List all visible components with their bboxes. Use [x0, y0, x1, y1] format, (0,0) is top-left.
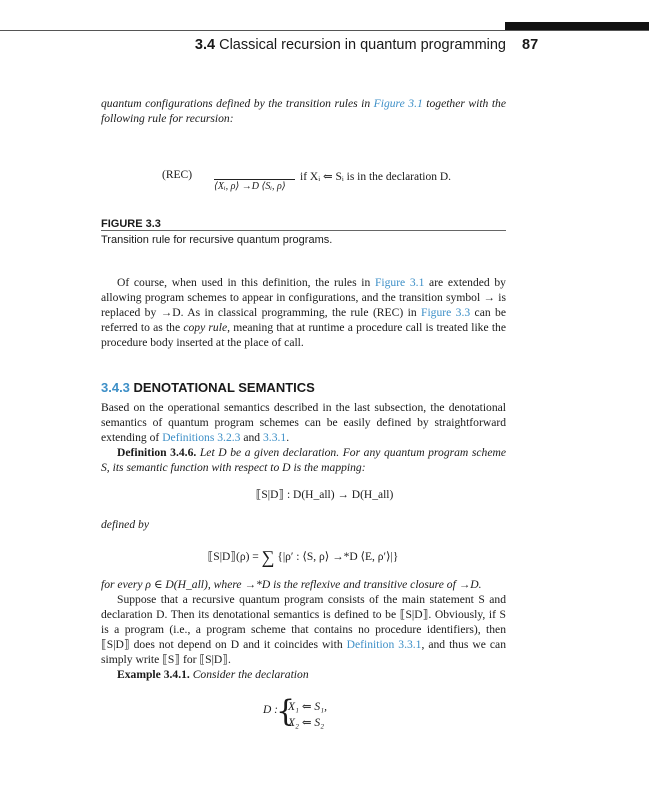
para3-text-b: , and thus we can simply write ⟦S⟧ for ⟦S|D⟧. [101, 638, 507, 666]
intro-text-b: together with the following rule for recursion: [101, 97, 507, 125]
closure-line: for every ρ ∈ D(H_all), where →*D is the reflexive and transitive closure of →D. [101, 578, 482, 591]
section-heading [101, 380, 315, 395]
summation-symbol: ∑ [261, 547, 275, 567]
para2-text-b: and [240, 431, 263, 444]
equation-lhs: ⟦S|D⟧(ρ) = [207, 551, 262, 563]
header-title: Classical recursion in quantum programming [219, 37, 506, 53]
section-number: 3.4.3 [101, 380, 130, 395]
example-label: Example 3.4.1. [117, 668, 190, 681]
paragraph-copy-rule [101, 275, 506, 350]
rule-conclusion: ⟨Xᵢ, ρ⟩ →D ⟨Sᵢ, ρ⟩ [214, 181, 286, 192]
para2-text-c: . [286, 431, 290, 444]
example-text: Consider the declaration [189, 668, 309, 681]
equation-semantic-mapping: ⟦S|D⟧ : D(H_all) → D(H_all) [255, 489, 394, 501]
figure-caption: Transition rule for recursive quantum programs. [101, 234, 333, 246]
defined-by-text: defined by [101, 518, 149, 531]
definition-text: Let D be a given declaration. For any quantum program scheme S, its semantic function with respect to D is the mapping: [101, 446, 506, 474]
section-title: DENOTATIONAL SEMANTICS [133, 380, 315, 395]
figure-rule [101, 230, 506, 231]
equation-body: {|ρ′ : ⟨S, ρ⟩ →*D ⟨E, ρ′⟩|} [277, 551, 399, 563]
figure-3-1-link[interactable]: Figure 3.1 [373, 97, 423, 110]
definitions-3-2-3-link[interactable]: Definitions 3.2.3 [162, 431, 241, 444]
equation-denotational [0, 547, 606, 568]
header-rule [0, 30, 649, 31]
definition-3-3-1-link-2[interactable]: Definition 3.3.1 [346, 638, 422, 651]
running-header [0, 37, 506, 53]
rule-fraction-line [214, 179, 295, 180]
figure-label: FIGURE 3.3 [101, 218, 161, 230]
definition-3-3-1-link[interactable]: 3.3.1 [263, 431, 287, 444]
declaration-row-1: X₁ ⇐ S₁, [288, 701, 328, 713]
declaration-brace: { [276, 694, 296, 729]
intro-text: quantum configurations defined by the transition rules in [101, 97, 374, 110]
para2-text-a: Based on the operational semantics described in the last subsection, the denotational semantics of quantum program schemes can be easily defined by straightforward extending of [101, 401, 506, 444]
rule-side-condition: if Xᵢ ⇐ Sᵢ is in the declaration D. [300, 171, 452, 183]
paragraph-denotational [101, 400, 506, 475]
definition-label: Definition 3.4.6. [117, 446, 197, 459]
rule-label: (REC) [162, 169, 193, 181]
declaration-prefix: D : [263, 704, 279, 716]
intro-paragraph [101, 96, 506, 126]
figure-3-3-link[interactable]: Figure 3.3 [421, 306, 471, 319]
para1-text-b: are extended by allowing program schemes to appear in configurations, and the transition symbol → is replaced by →D. As in classical programming, the rule (REC) in [101, 276, 506, 319]
para1-text-d: , meaning that at runtime a procedure call is treated like the procedure body inserted at the place of call. [101, 321, 506, 349]
copy-rule-emph: copy rule [183, 321, 228, 334]
para1-text-a: Of course, when used in this definition, the rules in [117, 276, 375, 289]
declaration-row-2: X₂ ⇐ S₂ [288, 717, 325, 729]
para3-text-a: Suppose that a recursive quantum program consists of the main statement S and declaration D. Then its denotational semantics is defined to be ⟦S|D⟧. Obviously, if S is a program (i.e., a program scheme that contains no procedure identifiers), then ⟦S|D⟧ does not depend on D and it coincides with [101, 593, 506, 651]
figure-3-1-link-2[interactable]: Figure 3.1 [374, 276, 425, 289]
header-section-number: 3.4 [194, 37, 216, 53]
paragraph-closure [101, 577, 506, 682]
page-number: 87 [522, 37, 539, 53]
para1-text-c: can be referred to as the [101, 306, 506, 334]
